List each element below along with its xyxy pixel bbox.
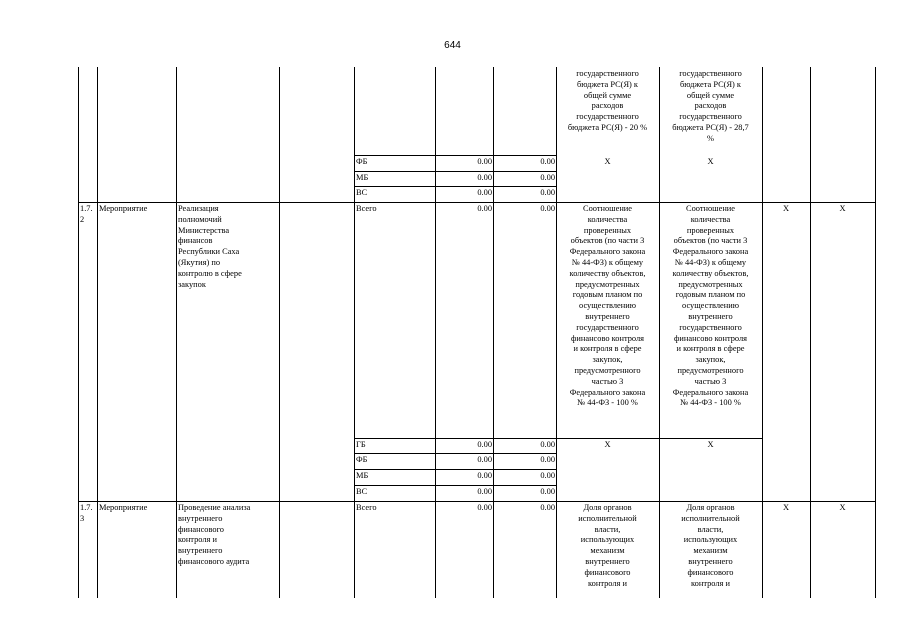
x-mark: X: [839, 204, 846, 213]
funding-source-label: Всего: [356, 204, 377, 213]
row-number: 1.7. 2: [80, 204, 93, 224]
row-divider: [354, 155, 556, 156]
row-type: Мероприятие: [99, 204, 148, 213]
amount-cell: 0.00: [540, 487, 555, 496]
row-divider: [354, 438, 762, 439]
x-mark: X: [782, 204, 790, 213]
funding-source-label: ВС: [356, 487, 368, 496]
row-number: 1.7. 3: [80, 503, 93, 523]
row-divider: [78, 501, 875, 502]
amount-cell: 0.00: [540, 188, 555, 197]
indicator-cell: Доля органов исполнительной власти, использующих механизм внутреннего финансового контроля и: [578, 503, 637, 588]
amount-cell: 0.00: [540, 157, 555, 166]
x-mark: X: [839, 503, 846, 512]
amount-cell: 0.00: [477, 157, 492, 166]
row-divider: [78, 202, 875, 203]
amount-cell: 0.00: [540, 471, 555, 480]
amount-cell: 0.00: [477, 471, 492, 480]
table-border: [279, 67, 280, 598]
amount-cell: 0.00: [540, 173, 555, 182]
x-mark: X: [604, 157, 611, 166]
row-divider: [354, 453, 556, 454]
funding-source-label: ГБ: [356, 440, 366, 449]
row-divider: [354, 171, 556, 172]
amount-cell: 0.00: [477, 173, 492, 182]
amount-cell: 0.00: [477, 188, 492, 197]
table-border: [97, 67, 98, 598]
page-number: 644: [444, 40, 461, 51]
table-border: [176, 67, 177, 598]
table-border: [78, 67, 79, 598]
x-mark: X: [707, 157, 714, 166]
indicator-cell: Доля органов исполнительной власти, использующих механизм внутреннего финансового контроля и: [681, 503, 740, 588]
amount-cell: 0.00: [477, 455, 492, 464]
row-divider: [354, 186, 556, 187]
x-mark: X: [707, 440, 714, 449]
funding-source-label: ФБ: [356, 455, 368, 464]
amount-cell: 0.00: [540, 503, 555, 512]
amount-cell: 0.00: [477, 440, 492, 449]
row-divider: [354, 485, 556, 486]
amount-cell: 0.00: [477, 204, 492, 213]
x-mark: X: [604, 440, 611, 449]
indicator-cell: Соотношение количества проверенных объектов (по части 3 Федерального закона № 44-ФЗ) к общему количеству объектов, предусмотренных годовым планом по осуществлению внутреннего государственного финансово контроля и контроля в сфере закупок, предусмотренного частью 3 Федерального закона № 44-ФЗ - 100 %: [569, 204, 646, 408]
activity-name: Реализация полномочий Министерства финансов Республики Саха (Якутия) по контролю в сфере закупок: [178, 204, 242, 289]
funding-source-label: Всего: [356, 503, 377, 512]
row-type: Мероприятие: [99, 503, 148, 512]
amount-cell: 0.00: [477, 503, 492, 512]
x-mark: X: [782, 503, 790, 512]
funding-source-label: МБ: [356, 173, 369, 182]
row-divider: [354, 469, 556, 470]
table-border: [810, 67, 811, 598]
table-border: [493, 67, 494, 598]
funding-source-label: ФБ: [356, 157, 368, 166]
table-border: [354, 67, 355, 598]
amount-cell: 0.00: [540, 204, 555, 213]
funding-source-label: МБ: [356, 471, 369, 480]
amount-cell: 0.00: [540, 455, 555, 464]
table-border: [875, 67, 876, 598]
indicator-cell: государственного бюджета РС(Я) к общей сумме расходов государственного бюджета РС(Я) - 20 %: [567, 69, 648, 132]
funding-source-label: ВС: [356, 188, 368, 197]
amount-cell: 0.00: [477, 487, 492, 496]
table-border: [762, 67, 763, 598]
indicator-cell: государственного бюджета РС(Я) к общей сумме расходов государственного бюджета РС(Я) - 28,7 %: [672, 69, 749, 143]
table-border: [435, 67, 436, 598]
indicator-cell: Соотношение количества проверенных объектов (по части 3 Федерального закона № 44-ФЗ) к общему количеству объектов, предусмотренных годовым планом по осуществлению внутреннего государственного финансово контроля и контроля в сфере закупок, предусмотренного частью 3 Федерального закона № 44-ФЗ - 100 %: [672, 204, 749, 408]
amount-cell: 0.00: [540, 440, 555, 449]
activity-name: Проведение анализа внутреннего финансового контроля и внутреннего финансового аудита: [178, 503, 251, 566]
